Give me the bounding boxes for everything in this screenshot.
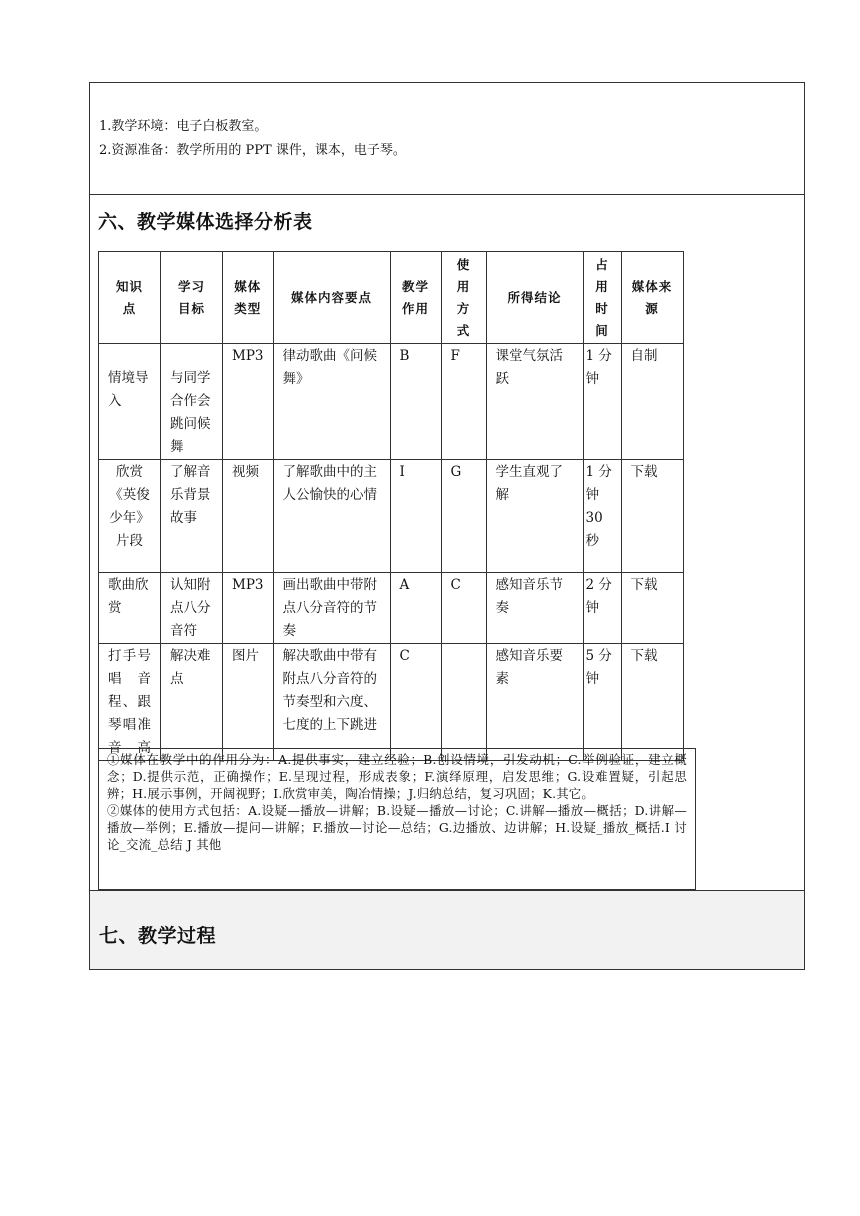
cell-knowledge-point: 情境导入 [99, 344, 161, 460]
header-label: 作用 [401, 300, 429, 316]
cell-usage-mode: C [441, 573, 486, 644]
header-label: 学习 [177, 278, 205, 294]
header-cell [99, 252, 161, 344]
cell-knowledge-point: 歌曲欣赏 [99, 573, 161, 644]
cell-source: 下载 [621, 460, 683, 573]
header-cell [621, 252, 683, 344]
cell-teaching-role: B [390, 344, 441, 460]
section-7 [90, 890, 804, 969]
environment-section [90, 83, 804, 195]
table-row [99, 573, 684, 644]
header-label: 媒体内容要点 [290, 289, 372, 305]
header-label: 用 [456, 278, 471, 294]
cell-conclusion: 学生直观了解 [486, 460, 583, 573]
cell-conclusion: 感知音乐节奏 [486, 573, 583, 644]
cell-time: 2 分钟 [583, 573, 621, 644]
table-row [99, 644, 684, 761]
cell-time: 1 分钟 30 秒 [583, 460, 621, 573]
header-label: 目标 [177, 300, 205, 316]
table-row [99, 344, 684, 460]
cell-media-type: 视频 [223, 460, 274, 573]
cell-media-content: 解决歌曲中带有附点八分音符的节奏型和六度、七度的上下跳进 [273, 644, 390, 761]
cell-teaching-role: I [390, 460, 441, 573]
resources-line: 2.资源准备：教学所用的 PPT 课件，课本，电子琴。 [99, 143, 406, 158]
cell-knowledge-point: 欣赏《英俊少年》片段 [99, 460, 161, 573]
table-row [99, 460, 684, 573]
media-role-note: ①媒体在教学中的作用分为：A.提供事实，建立经验；B.创设情境，引发动机；C.举例验证，建立概念；D.提供示范，正确操作；E.呈现过程，形成表象；F.演绎原理，启发思维；G.设难置疑，引起思辨；H.展示事例，开阔视野；I.欣赏审美，陶冶情操；J.归纳总结，复习巩固；K.其它。 [107, 752, 687, 801]
section-6-title: 六、教学媒体选择分析表 [98, 211, 313, 233]
header-label: 时 [595, 300, 609, 316]
cell-learning-goal: 与同学合作会跳问候舞 [161, 344, 223, 460]
header-label: 源 [645, 300, 659, 316]
document-frame [89, 82, 805, 970]
header-label: 点 [122, 300, 137, 316]
cell-teaching-role: C [390, 644, 441, 761]
cell-source: 自制 [621, 344, 683, 460]
cell-media-content: 了解歌曲中的主人公愉快的心情 [273, 460, 390, 573]
header-cell [390, 252, 441, 344]
header-cell [273, 252, 390, 344]
cell-media-content: 画出歌曲中带附点八分音符的节奏 [273, 573, 390, 644]
cell-conclusion: 感知音乐要素 [486, 644, 583, 761]
header-label: 式 [456, 322, 471, 338]
cell-teaching-role: A [390, 573, 441, 644]
cell-conclusion: 课堂气氛活跃 [486, 344, 583, 460]
cell-media-type: MP3 [223, 344, 274, 460]
cell-usage-mode: F [441, 344, 486, 460]
header-label: 用 [595, 278, 609, 294]
header-cell [441, 252, 486, 344]
cell-learning-goal: 解决难点 [161, 644, 223, 761]
header-cell [583, 252, 621, 344]
header-label: 知识 [115, 278, 143, 294]
cell-time: 5 分钟 [583, 644, 621, 761]
header-label: 使 [456, 256, 471, 272]
cell-learning-goal: 了解音乐背景故事 [161, 460, 223, 573]
environment-line: 1.教学环境：电子白板教室。 [99, 119, 268, 134]
header-label: 所得结论 [507, 289, 562, 305]
cell-usage-mode [441, 644, 486, 761]
table-header-row [99, 252, 684, 344]
header-label: 方 [456, 300, 471, 316]
cell-learning-goal: 认知附点八分音符 [161, 573, 223, 644]
header-label: 占 [595, 256, 609, 272]
header-label: 媒体 [234, 278, 262, 294]
cell-knowledge-point: 打手号唱音程、跟琴唱准音高 [99, 644, 161, 761]
section-7-title: 七、教学过程 [99, 925, 217, 947]
header-cell [223, 252, 274, 344]
cell-media-type: MP3 [223, 573, 274, 644]
cell-usage-mode: G [441, 460, 486, 573]
cell-source: 下载 [621, 573, 683, 644]
header-cell [161, 252, 223, 344]
cell-time: 1 分钟 [583, 344, 621, 460]
header-label: 教学 [401, 278, 429, 294]
media-usage-note: ②媒体的使用方式包括：A.设疑—播放—讲解；B.设疑—播放—讨论；C.讲解—播放—概括；D.讲解—播放—举例；E.播放—提问—讲解；F.播放—讨论—总结；G.边播放、边讲解；H.设疑_播放_概括.I 讨论_交流_总结 J 其他 [107, 803, 687, 852]
header-label: 间 [595, 322, 609, 338]
media-analysis-table [98, 251, 684, 761]
cell-source: 下载 [621, 644, 683, 761]
cell-media-type: 图片 [223, 644, 274, 761]
media-notes-box [98, 748, 696, 890]
header-label: 媒体来 [631, 278, 673, 294]
header-label: 类型 [234, 300, 262, 316]
cell-media-content: 律动歌曲《问候舞》 [273, 344, 390, 460]
header-cell [486, 252, 583, 344]
